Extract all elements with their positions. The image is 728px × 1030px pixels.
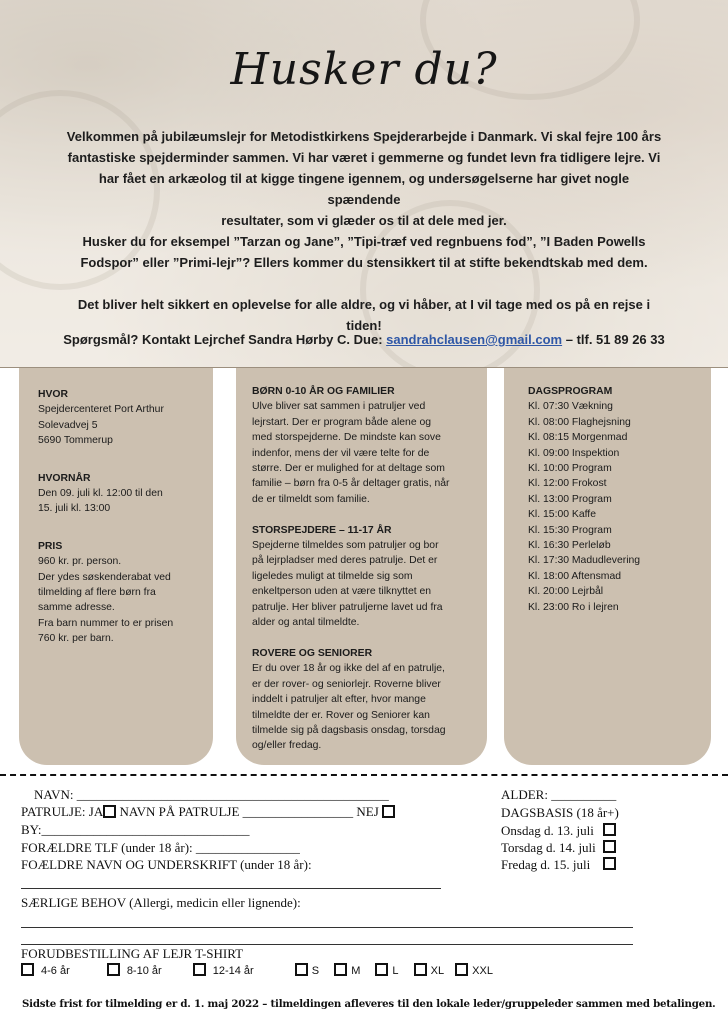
schedule-item: Kl. 09:00 Inspektion: [528, 447, 620, 459]
contact-line: Spørgsmål? Kontakt Lejrchef Sandra Hørby C. Due: sandrahclausen@gmail.com – tlf. 51 89 26 33: [63, 332, 665, 347]
patrol-row: PATRULJE: JA NAVN PÅ PATRULJE _________________ NEJ: [21, 804, 395, 820]
size-m-option[interactable]: M: [334, 965, 360, 977]
age-field[interactable]: ALDER: __________: [501, 787, 617, 802]
thursday-option: Torsdag d. 14. juli: [501, 840, 596, 855]
age-4-6-option[interactable]: 4-6 år: [21, 963, 70, 977]
special-needs-label: SÆRLIGE BEHOV (Allergi, medicin eller lignende):: [21, 895, 301, 910]
schedule-item: Kl. 08:15 Morgenmad: [528, 432, 628, 444]
schedule-item: Kl. 23:00 Ro i lejren: [528, 601, 619, 613]
when-heading: HVORNÅR: [38, 472, 91, 484]
intro-text: Velkommen på jubilæumslejr for Metodistkirkens Spejderarbejde i Danmark. Vi skal fejre 100 års fantastiske spejderminder sammen. Vi har været i gemmerne og fundet levn fra tidligere lejre. Vi har fået en arkæolog til at kigge tingene igennem, og undersøgelserne har givet nogle spændende resultater, som vi glæder os til at dele med jer. Husker du for eksempel ”Tarzan og Jane”, ”Tipi-træf ved regnbuens fod”, ”I Baden Powells Fodspor” eller ”Primi-lejr”? Ellers kommer du stensikkert til at stifte bekendtskab med dem. Det bliver helt sikkert en oplevelse for alle aldre, og vi håber, at I vil tage med os på en rejse i tiden!: [66, 129, 662, 333]
special-needs-line-1[interactable]: [21, 927, 633, 928]
name-field[interactable]: NAVN: ________________________________________________: [34, 787, 389, 802]
friday-option: Fredag d. 15. juli: [501, 857, 591, 872]
page-title: Husker du?: [230, 44, 498, 95]
size-m-checkbox[interactable]: [334, 963, 347, 976]
age-8-10-option[interactable]: 8-10 år: [107, 963, 162, 977]
schedule-item: Kl. 17:30 Madudlevering: [528, 555, 641, 567]
info-column-practical: HVOR Spejdercenteret Port Arthur Solevadvej 5 5690 Tommerup HVORNÅR Den 09. juli kl. 12:00 til den 15. juli kl. 13:00 PRIS 960 kr. pr. person. Der ydes søskenderabat ved tilmelding af flere børn fra samme adresse. Fra barn nummer to er prisen 760 kr. per barn.: [19, 368, 213, 765]
age-4-6-checkbox[interactable]: [21, 963, 34, 976]
contact-email-link[interactable]: sandrahclausen@gmail.com: [386, 332, 563, 347]
schedule-item: Kl. 18:00 Aftensmad: [528, 570, 621, 582]
patrol-no-checkbox[interactable]: [382, 805, 395, 818]
schedule-item: Kl. 13:00 Program: [528, 493, 612, 505]
info-column-schedule: [504, 368, 711, 765]
where-heading: HVOR: [38, 389, 69, 400]
tshirt-options: [21, 963, 501, 977]
patrol-name-field[interactable]: NAVN PÅ PATRULJE _________________ NEJ: [116, 804, 379, 819]
size-l-checkbox[interactable]: [375, 963, 388, 976]
size-xl-option[interactable]: XL: [414, 965, 444, 977]
wednesday-option: Onsdag d. 13. juli: [501, 823, 594, 838]
schedule-item: Kl. 07:30 Vækning: [528, 401, 613, 413]
friday-checkbox[interactable]: [603, 857, 616, 870]
parent-name-label: FOÆLDRE NAVN OG UNDERSKRIFT (under 18 år):: [21, 857, 312, 872]
age-8-10-checkbox[interactable]: [107, 963, 120, 976]
schedule-item: Kl. 15:30 Program: [528, 524, 612, 536]
age-12-14-option[interactable]: 12-14 år: [193, 963, 254, 977]
children-heading: BØRN 0-10 ÅR OG FAMILIER: [252, 386, 395, 397]
schedule-item: Kl. 16:30 Perleløb: [528, 540, 611, 552]
rovers-heading: ROVERE OG SENIORER: [252, 647, 373, 659]
patrol-yes-checkbox[interactable]: [103, 805, 116, 818]
scouts-heading: STORSPEJDERE – 11-17 ÅR: [252, 524, 392, 536]
size-s-option[interactable]: S: [295, 965, 319, 977]
size-s-checkbox[interactable]: [295, 963, 308, 976]
size-xxl-option[interactable]: XXL: [455, 965, 493, 977]
schedule-item: Kl. 10:00 Program: [528, 463, 612, 475]
size-xxl-checkbox[interactable]: [455, 963, 468, 976]
header-banner: [0, 0, 728, 368]
schedule-item: Kl. 20:00 Lejrbål: [528, 586, 604, 598]
price-heading: PRIS: [38, 540, 63, 552]
size-l-option[interactable]: L: [375, 965, 398, 977]
parent-phone-field[interactable]: FORÆLDRE TLF (under 18 år): ________________: [21, 840, 300, 855]
city-field[interactable]: BY:________________________________: [21, 822, 250, 837]
parent-signature-line[interactable]: [21, 888, 441, 889]
age-12-14-checkbox[interactable]: [193, 963, 206, 976]
special-needs-line-2[interactable]: [21, 944, 633, 945]
schedule-heading: DAGSPROGRAM: [528, 386, 613, 397]
tshirt-heading: FORUDBESTILLING AF LEJR T-SHIRT: [21, 946, 244, 961]
schedule-item: Kl. 12:00 Frokost: [528, 478, 607, 490]
size-xl-checkbox[interactable]: [414, 963, 427, 976]
cut-line: [0, 774, 728, 776]
schedule-item: Kl. 15:00 Kaffe: [528, 509, 596, 521]
thursday-checkbox[interactable]: [603, 840, 616, 853]
deadline-note: Sidste frist for tilmelding er d. 1. maj 2022 – tilmeldingen afleveres til den lokale leder/gruppeleder sammen med betalingen.: [22, 998, 716, 1010]
day-basis-label: DAGSBASIS (18 år+): [501, 805, 619, 820]
wednesday-checkbox[interactable]: [603, 823, 616, 836]
schedule-item: Kl. 08:00 Flaghejsning: [528, 416, 631, 428]
info-column-groups: BØRN 0-10 ÅR OG FAMILIER Ulve bliver sat sammen i patruljer ved lejrstart. Der er program både alene og med storspejderne. De mindste kan sove indenfor, mens der vil være telte for de større. Der er mulighed for at deltage som familie – børn fra 0-5 år deltager gratis, når de er tilmeldt som familie. STORSPEJDERE – 11-17 ÅR Spejderne tilmeldes som patruljer og bor på lejrpladser med deres patrulje. Det er ligeledes muligt at tilmelde sig som enkeltperson uden at være tilknyttet en patrulje. Her bliver patruljerne lavet ud fra alder og antal tilmeldte. ROVERE OG SENIORER Er du over 18 år og ikke del af en patrulje, er der rover- og seniorlejr. Roverne bliver inddelt i patruljer alt efter, hvor mange tilmeldte der er. Rover og Seniorer kan tilmelde sig på dagsbasis onsdag, torsdag og/eller fredag.: [236, 368, 487, 765]
